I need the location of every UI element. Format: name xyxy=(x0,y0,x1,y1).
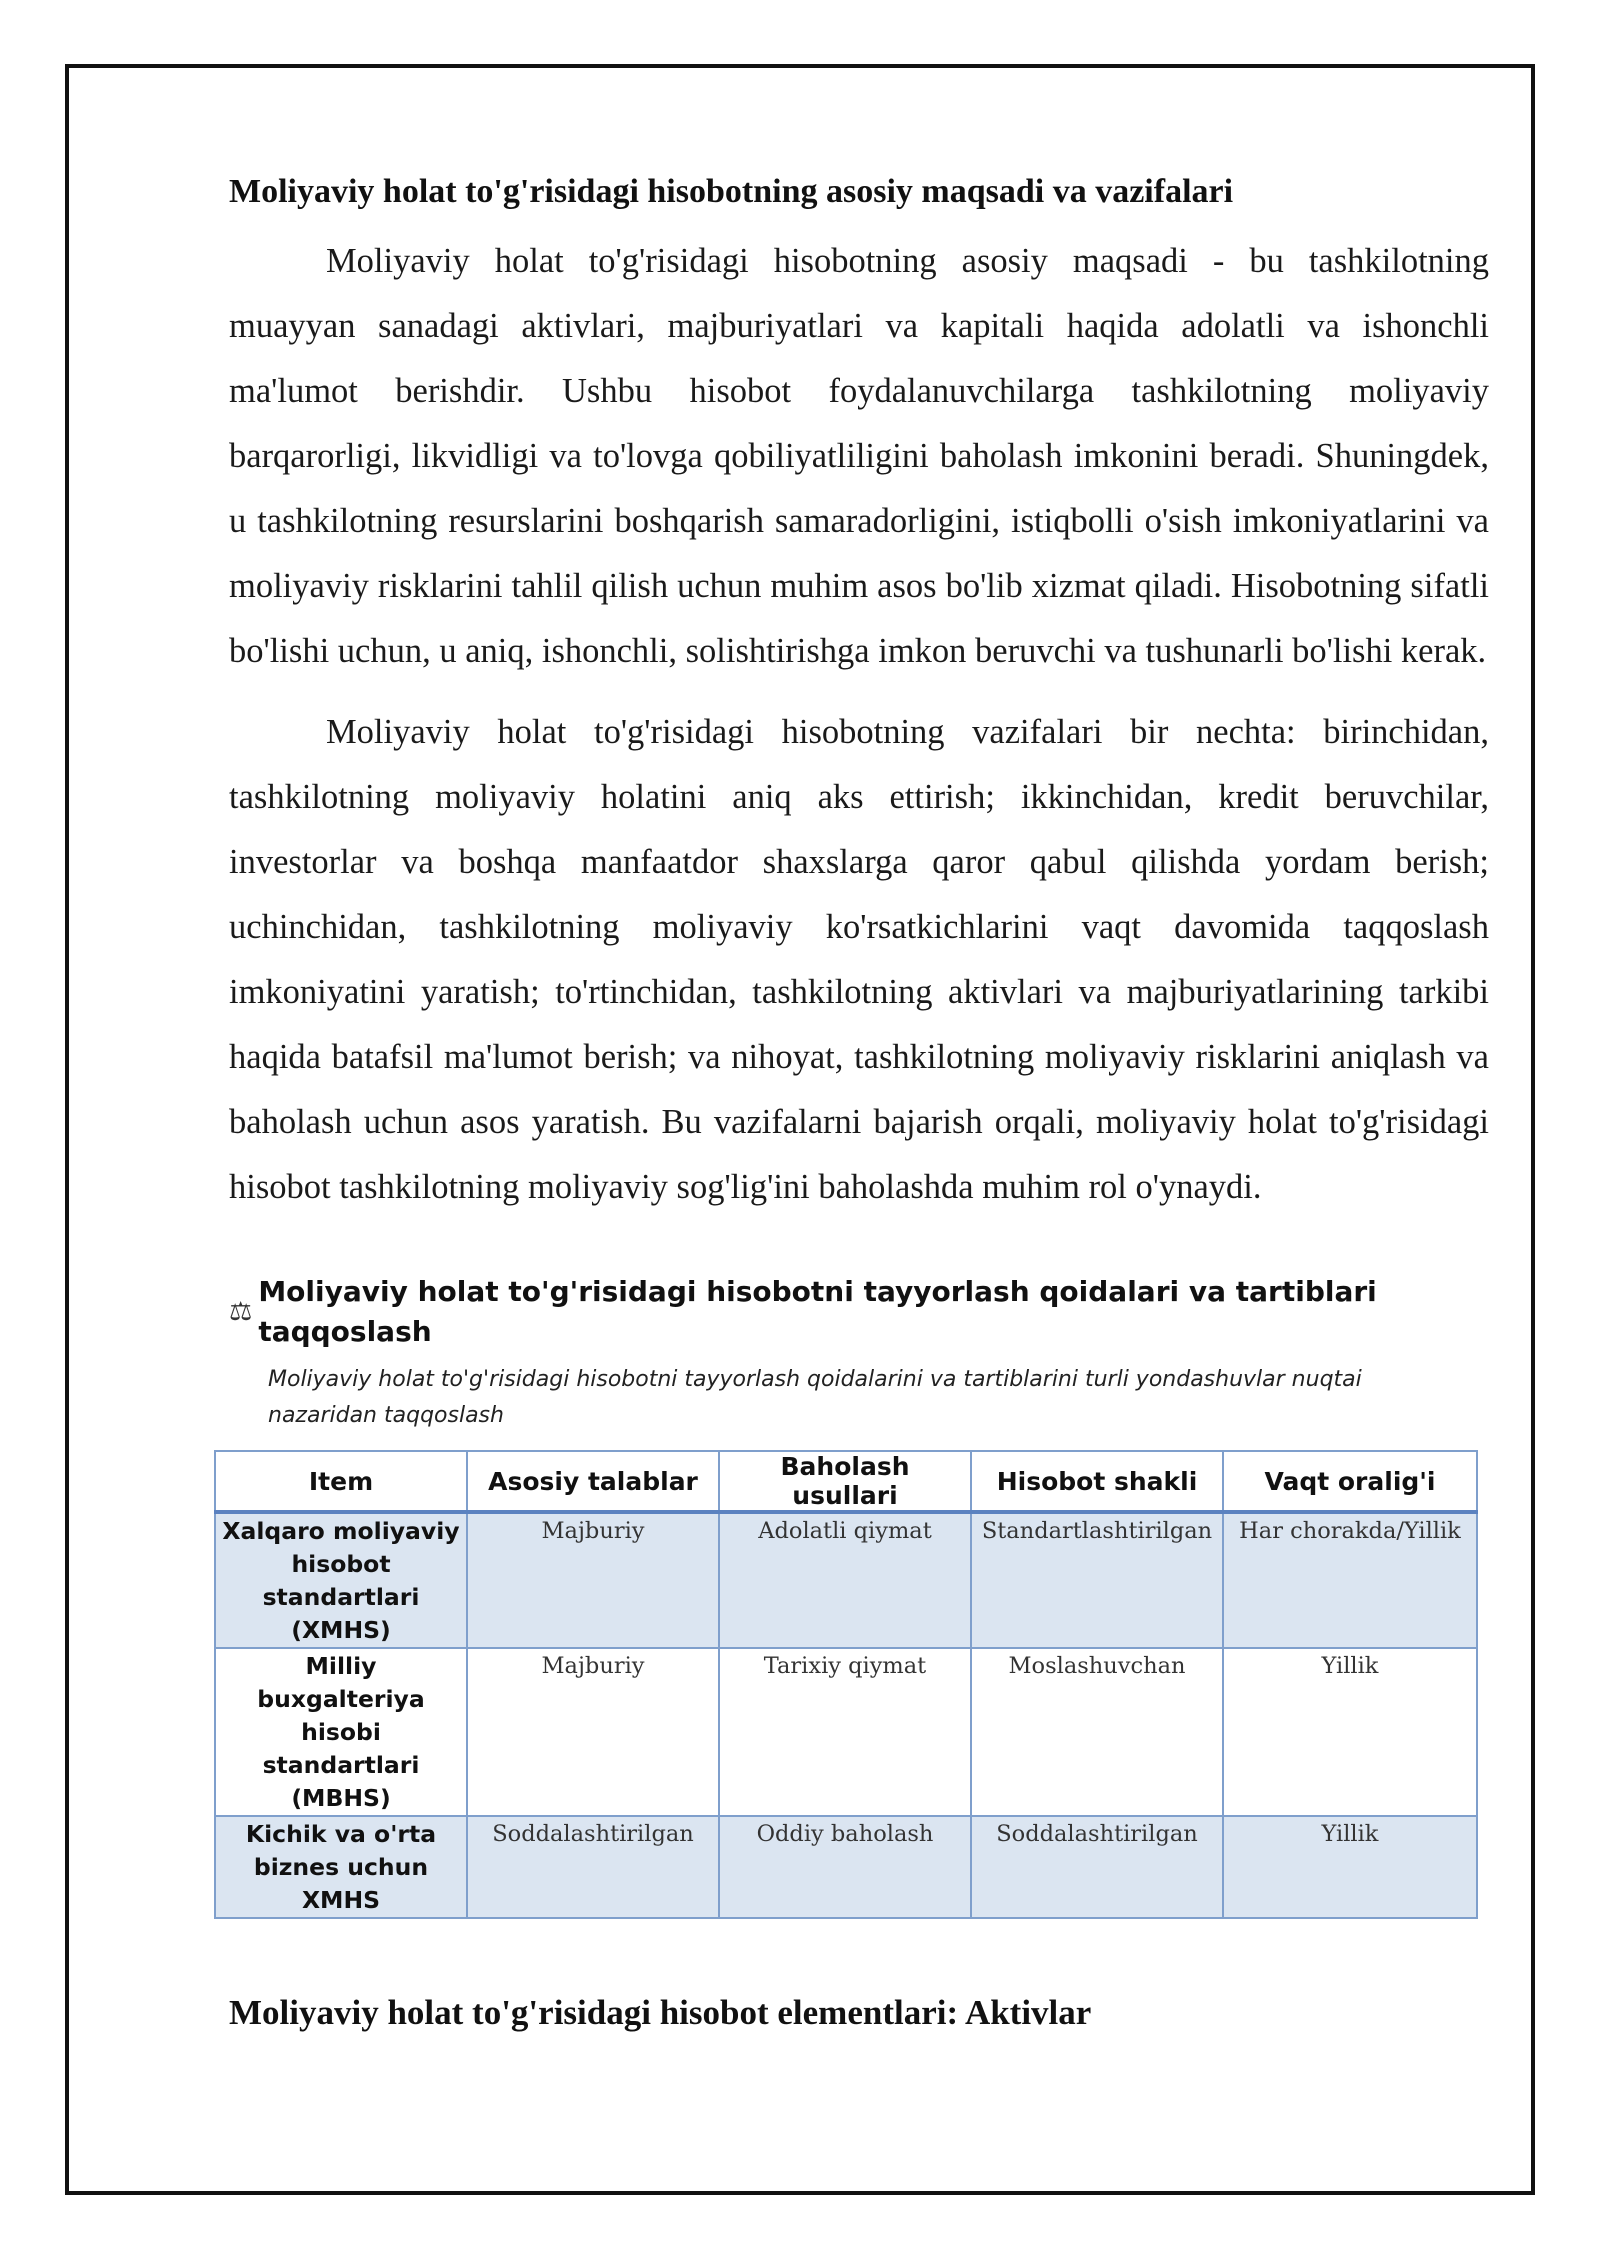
table-cell: Soddalashtirilgan xyxy=(971,1816,1223,1918)
table-title-text: Moliyaviy holat to'g'risidagi hisobotni tayyorlash qoidalari va tartiblari taqqoslash xyxy=(258,1275,1377,1348)
table-cell: Moslashuvchan xyxy=(971,1648,1223,1816)
paragraph-purpose: Moliyaviy holat to'g'risidagi hisobotning asosiy maqsadi - bu tashkilotning muayyan sanadagi aktivlari, majburiyatlari va kapitali haqida adolatli va ishonchli ma'lumot berishdir. Ushbu hisobot foydalanuvchilarga tashkilotning moliyaviy barqarorligi, likvidligi va to'lovga qobiliyatliligini baholash imkonini beradi. Shuningdek, u tashkilotning resurslarini boshqarish samaradorligini, istiqbolli o'sish imkoniyatlarini va moliyaviy risklarini tahlil qilish uchun muhim asos bo'lib xizmat qiladi. Hisobotning sifatli bo'lishi uchun, u aniq, ishonchli, solishtirishga imkon beruvchi va tushunarli bo'lishi kerak. xyxy=(229,242,1489,670)
column-header: Item xyxy=(215,1451,467,1512)
row-label: Milliy buxgalteriya hisobi standartlari (MBHS) xyxy=(215,1648,467,1816)
column-header: Vaqt oralig'i xyxy=(1223,1451,1477,1512)
table-cell: Majburiy xyxy=(467,1512,719,1648)
table-row xyxy=(215,1512,1477,1648)
table-cell: Standartlashtirilgan xyxy=(971,1512,1223,1648)
table-subtitle: Moliyaviy holat to'g'risidagi hisobotni tayyorlash qoidalarini va tartiblarini turli yondashuvlar nuqtai nazaridan taqqoslash xyxy=(268,1367,1362,1428)
document-content xyxy=(222,170,1489,2035)
column-header: Hisobot shakli xyxy=(971,1451,1223,1512)
section-heading-assets: Moliyaviy holat to'g'risidagi hisobot elementlari: Aktivlar xyxy=(229,1993,1092,2032)
table-cell: Majburiy xyxy=(467,1648,719,1816)
table-row xyxy=(215,1816,1477,1918)
row-label: Xalqaro moliyaviy hisobot standartlari (XMHS) xyxy=(215,1512,467,1648)
table-cell: Adolatli qiymat xyxy=(719,1512,971,1648)
section-heading-purpose: Moliyaviy holat to'g'risidagi hisobotning asosiy maqsadi va vazifalari xyxy=(229,173,1234,210)
table-header-row xyxy=(215,1451,1477,1512)
table-cell: Yillik xyxy=(1223,1648,1477,1816)
table-cell: Oddiy baholash xyxy=(719,1816,971,1918)
row-label: Kichik va o'rta biznes uchun XMHS xyxy=(215,1816,467,1918)
paragraph-tasks: Moliyaviy holat to'g'risidagi hisobotning vazifalari bir nechta: birinchidan, tashkilotning moliyaviy holatini aniq aks ettirish; ikkinchidan, kredit beruvchilar, investorlar va boshqa manfaatdor shaxslarga qaror qabul qilishda yordam berish; uchinchidan, tashkilotning moliyaviy ko'rsatkichlarini vaqt davomida taqqoslash imkoniyatini yaratish; to'rtinchidan, tashkilotning aktivlari va majburiyatlarining tarkibi haqida batafsil ma'lumot berish; va nihoyat, tashkilotning moliyaviy risklarini aniqlash va baholash uchun asos yaratish. Bu vazifalarni bajarish orqali, moliyaviy holat to'g'risidagi hisobot tashkilotning moliyaviy sog'lig'ini baholashda muhim rol o'ynaydi. xyxy=(229,713,1489,1206)
scale-icon: ⚖ xyxy=(229,1297,253,1327)
table-row xyxy=(215,1648,1477,1816)
table-cell: Yillik xyxy=(1223,1816,1477,1918)
table-cell: Har chorakda/Yillik xyxy=(1223,1512,1477,1648)
table-cell: Tarixiy qiymat xyxy=(719,1648,971,1816)
table-cell: Soddalashtirilgan xyxy=(467,1816,719,1918)
comparison-table-block xyxy=(222,1272,1489,1919)
comparison-table xyxy=(214,1450,1478,1919)
column-header: Baholash usullari xyxy=(719,1451,971,1512)
table-title xyxy=(229,1272,1489,1352)
column-header: Asosiy talablar xyxy=(467,1451,719,1512)
